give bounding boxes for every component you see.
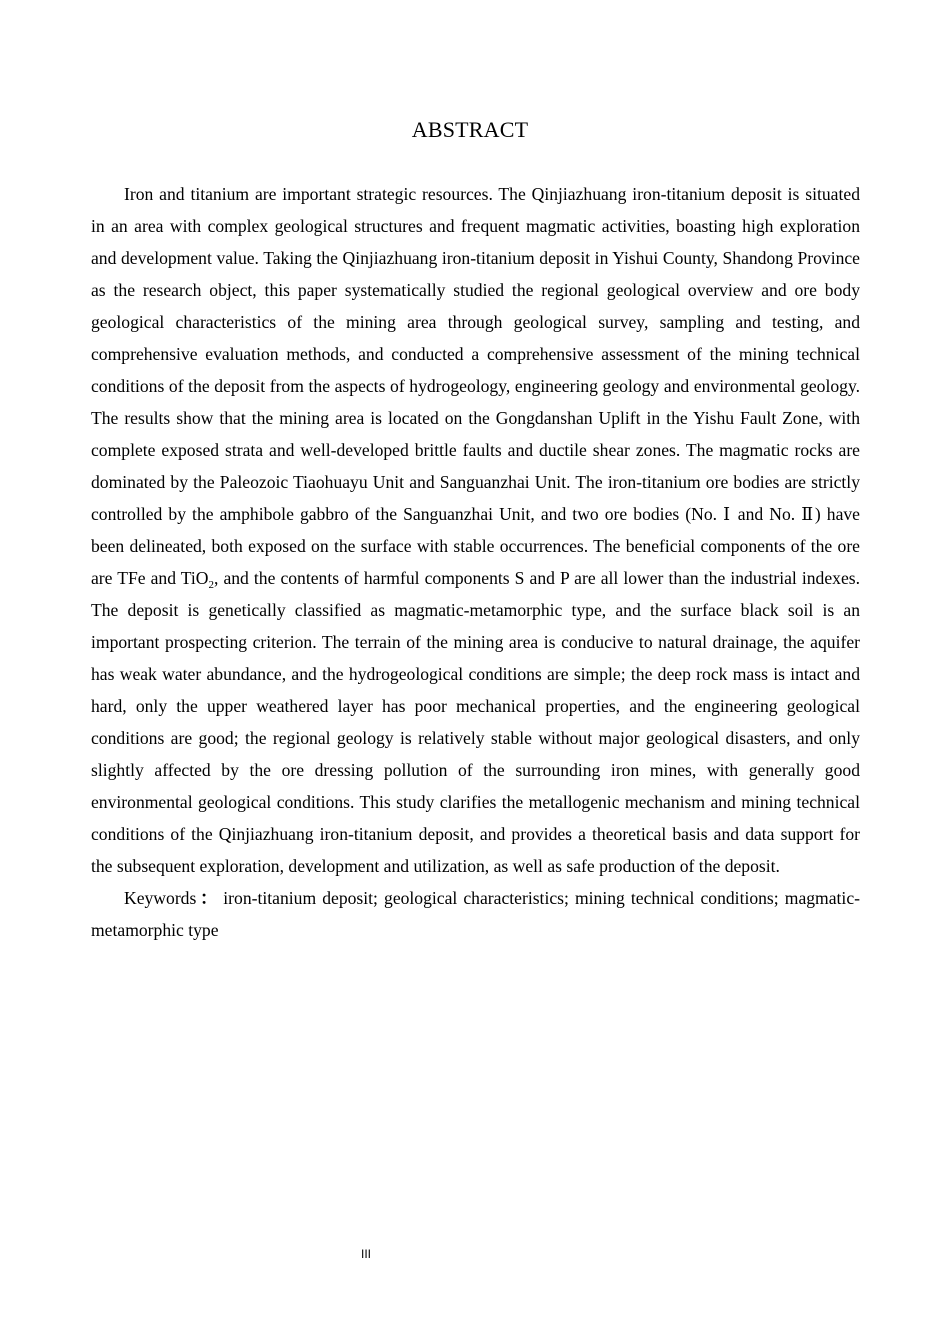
tio2-subscript: 2: [208, 579, 214, 591]
keywords-colon: ：: [198, 888, 220, 908]
abstract-paragraph: [91, 178, 860, 882]
abstract-title: ABSTRACT: [411, 117, 529, 142]
abstract-text-part2: , and the contents of harmful components S and P are all lower than the industrial indexes. The deposit is genetically classified as magmatic-metamorphic type, and the surface black soil is an important prospecting criterion. The terrain of the mining area is conducive to natural drainage, the aquifer has weak water abundance, and the hydrogeological conditions are simple; the deep rock mass is intact and hard, only the upper weathered layer has poor mechanical properties, and the engineering geological conditions are good; the regional geology is relatively stable without major geological disasters, and only slightly affected by the ore dressing pollution of the surrounding iron mines, with generally good environmental geological conditions. This study clarifies the metallogenic mechanism and mining technical conditions of the Qinjiazhuang iron-titanium deposit, and provides a theoretical basis and data support for the subsequent exploration, development and utilization, as well as safe production of the deposit.: [91, 568, 860, 876]
keywords-paragraph: [91, 882, 860, 946]
abstract-body: [91, 178, 860, 946]
page-number: III: [360, 1247, 371, 1261]
keywords-text: iron-titanium deposit; geological characteristics; mining technical conditions; magmatic-metamorphic type: [91, 888, 860, 940]
keywords-label: Keywords: [124, 888, 197, 908]
abstract-text-part1: Iron and titanium are important strategic resources. The Qinjiazhuang iron-titanium deposit is situated in an area with complex geological structures and frequent magmatic activities, boasting high exploration and development value. Taking the Qinjiazhuang iron-titanium deposit in Yishui County, Shandong Province as the research object, this paper systematically studied the regional geological overview and ore body geological characteristics of the mining area through geological survey, sampling and testing, and comprehensive evaluation methods, and conducted a comprehensive assessment of the mining technical conditions of the deposit from the aspects of hydrogeology, engineering geology and environmental geology. The results show that the mining area is located on the Gongdanshan Uplift in the Yishu Fault Zone, with complete exposed strata and well-developed brittle faults and ductile shear zones. The magmatic rocks are dominated by the Paleozoic Tiaohuayu Unit and Sanguanzhai Unit. The iron-titanium ore bodies are strictly controlled by the amphibole gabbro of the Sanguanzhai Unit, and two ore bodies (No. Ⅰ and No. Ⅱ) have been delineated, both exposed on the surface with stable occurrences. The beneficial components of the ore are TFe and TiO: [91, 184, 860, 588]
